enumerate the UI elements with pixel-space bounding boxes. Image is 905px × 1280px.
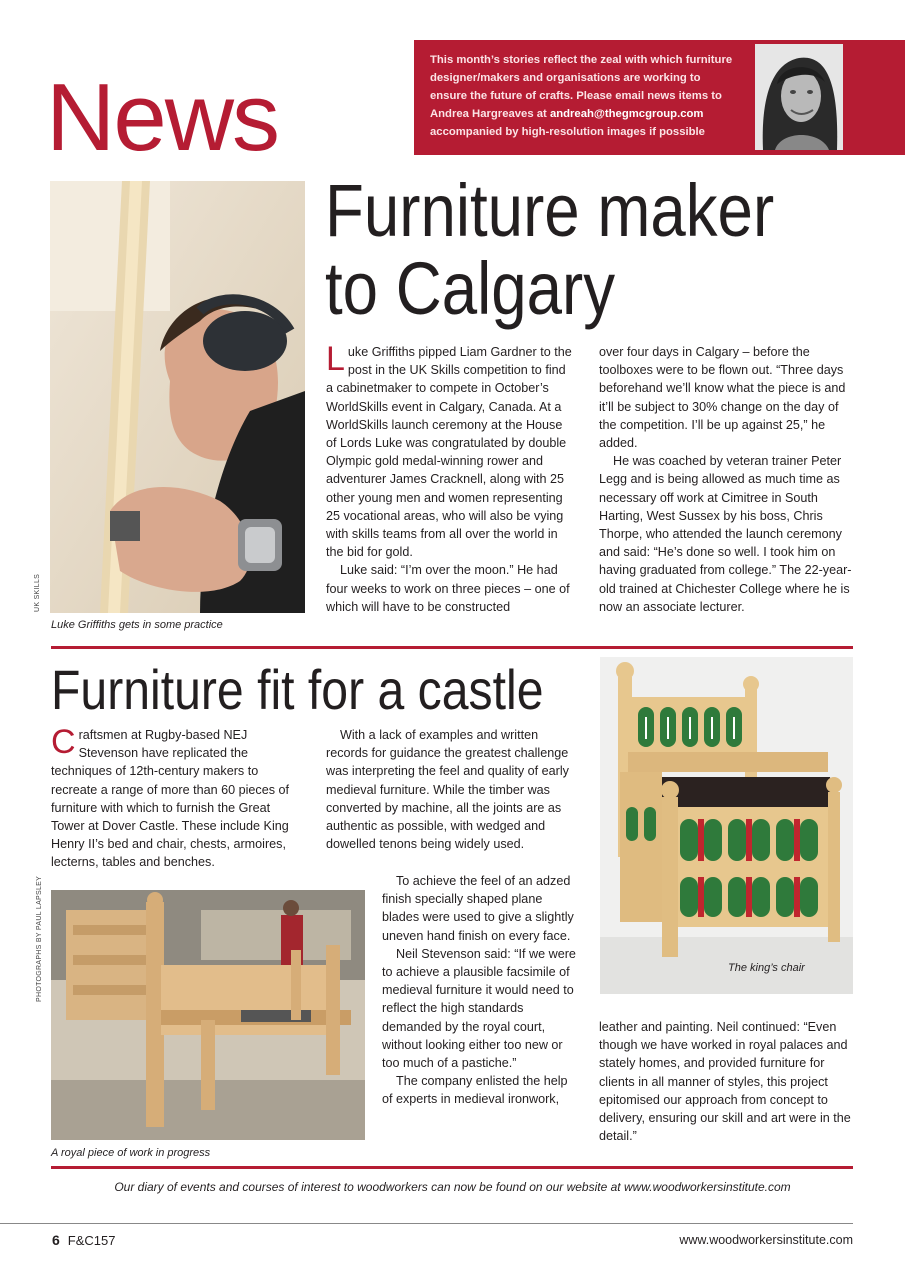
story2-column-2-lower: To achieve the feel of an adzed finish specially shaped plane blades were used to give a slightly uneven hand finish on every face. Neil Stevenson said: “If we were to achieve a plausible facsimile of medieval furniture it would need to reflect the high standards demanded by the royal court, without looking either too new or too much of a pastiche.” The company enlisted the help of experts in medieval ironwork, (382, 874, 576, 1107)
footer-note: Our diary of events and courses of interest to woodworkers can now be found on our website at www.woodworkersinstitute.com (114, 1180, 791, 1194)
section-title: News (46, 64, 279, 171)
castle-photo-credit: PHOTOGRAPHS BY PAUL LAPSLEY (36, 875, 43, 1002)
kings-chair-photo (600, 657, 853, 994)
footer-rule (0, 1223, 853, 1224)
issue-number: F&C157 (67, 1233, 116, 1248)
luke-griffiths-photo (50, 181, 305, 613)
photo-credit: UK SKILLS (34, 573, 41, 612)
story1-column-1: Luke Griffiths pipped Liam Gardner to the post in the UK Skills competition to find a cabinetmaker to compete in October’s WorldSkills event in Calgary, Canada. At a WorldSkills launch ceremony at the House of Lords Luke was congratulated by double Olympic gold medal-winning rower and adventurer James Cracknell, along with 25 other young men and women representing 25 vocational areas, who will also be vying with skills teams from all over the world in the bid for gold. Luke said: “I’m over the moon.” He had four weeks to work on three pieces – one of which will have to be constructed (326, 340, 572, 614)
photo-caption: Luke Griffiths gets in some practice (51, 619, 223, 631)
story2-column-3: leather and painting. Neil continued: “Even though we have worked in royal palaces and stately homes, and provided furniture for clients in all manner of styles, this project epitomised our approach from concept to delivery, ensuring our skill and art were in the detail.” (599, 1020, 851, 1144)
chair-caption: The king’s chair (728, 962, 805, 974)
headline-castle: Furniture fit for a castle (51, 658, 544, 721)
editor-portrait (755, 44, 843, 150)
website-link[interactable]: www.woodworkersinstitute.com (679, 1233, 853, 1247)
intro-text: This month’s stories reflect the zeal with which furniture designer/makers and organisations are working to ensure the future of crafts. Please email news items to Andrea Hargreaves at andreah@thegmcgroup.com accompanied by high-resolution images if possible (430, 54, 733, 138)
story2-column-1: Craftsmen at Rugby-based NEJ Stevenson have replicated the techniques of 12th-century makers to recreate a range of more than 60 pieces of furniture with which to furnish the Great Tower at Dover Castle. These include King Henry II’s bed and chair, chests, armoires, lecterns, tables and benches. (51, 723, 290, 870)
bed-photo (51, 890, 365, 1140)
folio (52, 1232, 116, 1248)
headline-calgary: Furniture maker to Calgary (325, 169, 775, 330)
page-number: 6 (52, 1232, 60, 1248)
bed-caption: A royal piece of work in progress (51, 1147, 211, 1159)
section-divider (51, 646, 853, 649)
contact-email[interactable]: andreah@thegmcgroup.com (549, 108, 704, 120)
bottom-divider (51, 1166, 853, 1169)
story1-column-2: over four days in Calgary – before the toolboxes were to be flown out. “Three days beforehand we’ll know what the piece is and it’ll be subject to 30% change on the day of the competition. I’ll be up against 25,” he added. He was coached by veteran trainer Peter Legg and is being allowed as much time as necessary off work at Cimitree in South Harting, West Sussex by his boss, Chris Thorpe, who attended the launch ceremony and said: “He’s done so well. I took him on having graduated from college.” The 22-year-old trained at Chichester College where he is now an associate lecturer. (599, 345, 852, 614)
story2-column-2: With a lack of examples and written records for guidance the greatest challenge was interpreting the feel and quality of early medieval furniture. While the timber was converted by machine, all the joints are as authentic as possible, with wedged and dowelled tenons being widely used. (326, 728, 569, 852)
